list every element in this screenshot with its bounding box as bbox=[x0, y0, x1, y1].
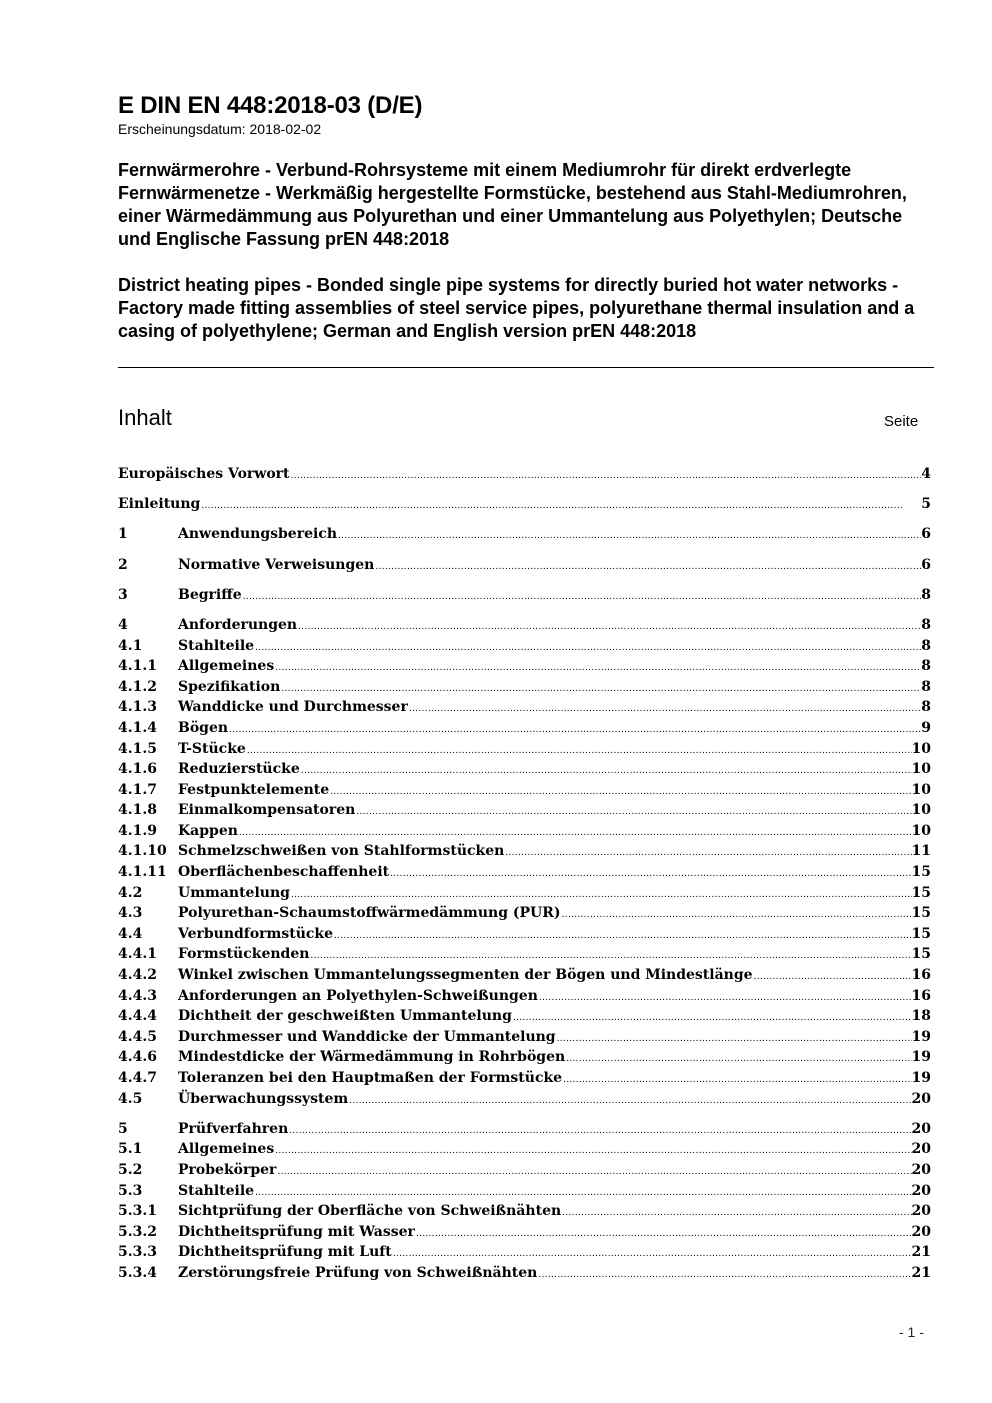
toc-entry-label: Normative Verweisungen bbox=[178, 556, 375, 573]
toc-entry-page: 16 bbox=[911, 987, 931, 1004]
toc-leader-dots bbox=[512, 1008, 912, 1029]
toc-leader-dots bbox=[538, 988, 912, 1009]
toc-entry[interactable] bbox=[118, 1139, 931, 1160]
toc-entry-page: 8 bbox=[921, 637, 931, 654]
toc-entry-page: 20 bbox=[911, 1090, 931, 1107]
toc-entry-number: 4.3 bbox=[118, 905, 143, 922]
toc-entry-page: 15 bbox=[911, 925, 931, 942]
toc-leader-dots bbox=[288, 1121, 911, 1142]
toc-entry-number: 5.1 bbox=[118, 1141, 143, 1158]
toc-leader-dots bbox=[374, 557, 921, 578]
toc-entry-number: 4.1.6 bbox=[118, 761, 157, 778]
toc-leader-dots bbox=[337, 526, 921, 547]
toc-entry-page: 15 bbox=[911, 905, 931, 922]
toc-entry-number: 4.4 bbox=[118, 925, 143, 942]
toc-entry-label: Mindestdicke der Wärmedämmung in Rohrbögen bbox=[178, 1049, 566, 1066]
toc-entry-page: 6 bbox=[921, 526, 931, 543]
toc-leader-dots bbox=[274, 658, 921, 679]
title-german: Fernwärmerohre - Verbund-Rohrsysteme mit einem Mediumrohr für direkt erdverlegte Fernwärmenetze - Werkmäßig hergestellte Formstücke, bestehend aus Stahl-Mediumrohren, einer Wärmedämmung aus Polyurethan und einer Ummantelung aus Polyethylen; Deutsche und Englische Fassung prEN 448:2018 bbox=[118, 160, 907, 249]
toc-entry-label: Prüfverfahren bbox=[178, 1120, 289, 1137]
toc-leader-dots bbox=[274, 1141, 911, 1162]
toc-leader-dots bbox=[242, 587, 922, 608]
toc-leader-dots bbox=[392, 1244, 912, 1265]
toc-entry[interactable] bbox=[118, 1047, 931, 1068]
toc-entry-number: 2 bbox=[118, 556, 128, 573]
toc-entry-number: 5.2 bbox=[118, 1161, 143, 1178]
toc-entry-number: 4.4.7 bbox=[118, 1070, 157, 1086]
toc-entry[interactable] bbox=[118, 841, 931, 862]
toc-entry[interactable] bbox=[118, 1089, 931, 1110]
toc-entry-label: Reduzierstücke bbox=[178, 761, 300, 778]
toc-entry-number: 4.1.3 bbox=[118, 699, 157, 716]
toc-entry-number: 5.3.1 bbox=[118, 1203, 157, 1220]
toc-entry-number: 4.4.4 bbox=[118, 1008, 157, 1025]
toc-leader-dots bbox=[246, 741, 912, 762]
toc-entry[interactable] bbox=[118, 555, 931, 576]
toc-entry-label: Dichtheit der geschweißten Ummantelung bbox=[178, 1008, 512, 1025]
toc-entry[interactable] bbox=[118, 1181, 931, 1202]
toc-leader-dots bbox=[415, 1224, 912, 1245]
title-divider bbox=[118, 367, 934, 368]
toc-entry[interactable] bbox=[118, 759, 931, 780]
toc-entry[interactable] bbox=[118, 718, 931, 739]
toc-leader-dots bbox=[565, 1049, 911, 1070]
toc-entry-page: 8 bbox=[921, 699, 931, 716]
toc-entry[interactable] bbox=[118, 585, 931, 606]
toc-leader-dots bbox=[228, 720, 921, 741]
toc-entry[interactable] bbox=[118, 986, 931, 1007]
toc-entry-page: 15 bbox=[911, 864, 931, 881]
toc-leader-dots bbox=[389, 864, 911, 885]
toc-entry[interactable] bbox=[118, 677, 931, 698]
toc-leader-dots bbox=[280, 679, 921, 700]
toc-entry-label: Wanddicke und Durchmesser bbox=[178, 699, 408, 716]
toc-entry-number: 5.3 bbox=[118, 1182, 143, 1199]
toc-entry[interactable] bbox=[118, 1222, 931, 1243]
toc-entry-number: 3 bbox=[118, 586, 128, 603]
toc-entry-page: 19 bbox=[911, 1028, 931, 1045]
toc-entry[interactable] bbox=[118, 780, 931, 801]
toc-leader-dots bbox=[309, 946, 911, 967]
toc-entry-page: 21 bbox=[911, 1264, 931, 1281]
toc-entry-label: Durchmesser und Wanddicke der Ummantelung bbox=[178, 1028, 556, 1045]
toc-entry-number: 4 bbox=[118, 616, 128, 633]
toc-entry-label: Winkel zwischen Ummantelungssegmenten der Bögen und Mindestlänge bbox=[178, 967, 753, 984]
toc-leader-dots bbox=[561, 1203, 911, 1224]
toc-entry-number: 1 bbox=[118, 526, 128, 543]
toc-entry[interactable] bbox=[118, 615, 931, 636]
toc-entry-label: Festpunktelemente bbox=[178, 781, 330, 798]
toc-heading: Inhalt bbox=[118, 405, 172, 430]
toc-entry-number: 4.4.1 bbox=[118, 946, 157, 963]
toc-leader-dots bbox=[254, 638, 921, 659]
toc-entry[interactable] bbox=[118, 944, 931, 965]
toc-entry-label: Stahlteile bbox=[178, 1182, 255, 1199]
toc-entry-label: Toleranzen bei den Hauptmaßen der Formstücke bbox=[178, 1070, 563, 1086]
toc-entry-page: 20 bbox=[911, 1223, 931, 1240]
toc-entry-label: Allgemeines bbox=[178, 658, 275, 675]
toc-entry-page: 8 bbox=[921, 616, 931, 633]
toc-leader-dots bbox=[562, 1070, 911, 1091]
toc-entry-number: 4.1.7 bbox=[118, 781, 157, 798]
toc-entry-label: Begriffe bbox=[178, 586, 242, 603]
toc-entry-page: 20 bbox=[911, 1161, 931, 1178]
toc-leader-dots bbox=[300, 761, 912, 782]
toc-entry-page: 10 bbox=[911, 802, 931, 819]
toc-entry-number: 4.1.9 bbox=[118, 822, 157, 839]
toc-entry[interactable] bbox=[118, 739, 931, 760]
toc-entry-label: Dichtheitsprüfung mit Luft bbox=[178, 1244, 392, 1261]
toc-entry[interactable] bbox=[118, 636, 931, 657]
toc-entry-label: Einmalkompensatoren bbox=[178, 802, 356, 819]
toc-entry-label: Sichtprüfung der Oberfläche von Schweißnähten bbox=[178, 1203, 562, 1220]
toc-entry-label: Ummantelung bbox=[178, 884, 290, 901]
toc-entry[interactable] bbox=[118, 924, 931, 945]
toc-entry[interactable] bbox=[118, 1263, 931, 1284]
toc-entry-label: Stahlteile bbox=[178, 637, 255, 654]
toc-entry-label: Verbundformstücke bbox=[178, 925, 334, 942]
toc-entry-number: 4.4.5 bbox=[118, 1028, 157, 1045]
toc-entry[interactable] bbox=[118, 862, 931, 883]
toc-entry-label: Zerstörungsfreie Prüfung von Schweißnähten bbox=[178, 1264, 538, 1281]
toc-leader-dots bbox=[200, 496, 921, 517]
toc-leader-dots bbox=[348, 1091, 911, 1112]
toc-entry[interactable] bbox=[118, 1006, 931, 1027]
toc-entry-page: 18 bbox=[911, 1008, 931, 1025]
table-of-contents bbox=[118, 464, 931, 1284]
toc-leader-dots bbox=[254, 1183, 911, 1204]
toc-leader-dots bbox=[753, 967, 912, 988]
toc-entry[interactable] bbox=[118, 494, 931, 515]
toc-leader-dots bbox=[355, 802, 911, 823]
toc-entry[interactable] bbox=[118, 903, 931, 924]
toc-entry[interactable] bbox=[118, 697, 931, 718]
publication-date: Erscheinungsdatum: 2018-02-02 bbox=[118, 121, 322, 137]
toc-entry-page: 11 bbox=[911, 843, 931, 860]
toc-leader-dots bbox=[297, 617, 921, 638]
toc-entry-label: Anforderungen an Polyethylen-Schweißungen bbox=[178, 987, 538, 1004]
toc-entry-number: 4.1.1 bbox=[118, 658, 157, 675]
toc-entry-page: 9 bbox=[921, 719, 931, 736]
toc-entry-label: Überwachungssystem bbox=[178, 1090, 349, 1107]
toc-entry-label: Spezifikation bbox=[178, 678, 281, 695]
toc-entry-label: Allgemeines bbox=[178, 1141, 275, 1158]
toc-entry-page: 15 bbox=[911, 946, 931, 963]
toc-entry-page: 10 bbox=[911, 781, 931, 798]
document-id: E DIN EN 448:2018-03 (D/E) bbox=[118, 92, 423, 119]
toc-entry-number: 5.3.2 bbox=[118, 1223, 157, 1240]
toc-entry-page: 5 bbox=[921, 496, 931, 513]
toc-leader-dots bbox=[333, 926, 912, 947]
toc-entry-number: 4.5 bbox=[118, 1090, 143, 1107]
toc-entry-label: Bögen bbox=[178, 719, 229, 736]
toc-leader-dots bbox=[276, 1162, 911, 1183]
toc-entry-page: 20 bbox=[911, 1182, 931, 1199]
toc-entry-number: 4.1.11 bbox=[118, 864, 167, 881]
page-number: - 1 - bbox=[899, 1324, 924, 1340]
toc-entry[interactable] bbox=[118, 800, 931, 821]
toc-entry[interactable] bbox=[118, 1242, 931, 1263]
toc-leader-dots bbox=[290, 466, 922, 487]
toc-entry-page: 20 bbox=[911, 1141, 931, 1158]
toc-entry-page: 15 bbox=[911, 884, 931, 901]
toc-entry[interactable] bbox=[118, 1201, 931, 1222]
toc-leader-dots bbox=[329, 782, 911, 803]
toc-entry-number: 4.4.3 bbox=[118, 987, 157, 1004]
toc-leader-dots bbox=[556, 1029, 912, 1050]
toc-entry-page: 20 bbox=[911, 1120, 931, 1137]
toc-entry-page: 10 bbox=[911, 822, 931, 839]
toc-entry-label: Dichtheitsprüfung mit Wasser bbox=[178, 1223, 415, 1240]
toc-entry-label: Schmelzschweißen von Stahlformstücken bbox=[178, 843, 505, 860]
toc-entry-label: Europäisches Vorwort bbox=[118, 466, 290, 482]
toc-entry[interactable] bbox=[118, 464, 931, 485]
toc-entry-number: 4.1.10 bbox=[118, 843, 167, 860]
toc-leader-dots bbox=[561, 905, 912, 926]
toc-entry-label: Anforderungen bbox=[178, 616, 298, 633]
toc-entry-number: 4.4.6 bbox=[118, 1049, 157, 1066]
toc-entry-page: 10 bbox=[911, 740, 931, 757]
toc-leader-dots bbox=[290, 885, 912, 906]
toc-entry-page: 6 bbox=[921, 556, 931, 573]
toc-entry-page: 20 bbox=[911, 1203, 931, 1220]
toc-entry-page: 16 bbox=[911, 967, 931, 984]
toc-leader-dots bbox=[537, 1265, 911, 1286]
toc-leader-dots bbox=[238, 823, 912, 844]
toc-entry-label: Oberflächenbeschaffenheit bbox=[178, 864, 390, 881]
toc-entry-page: 8 bbox=[921, 658, 931, 675]
toc-entry[interactable] bbox=[118, 1027, 931, 1048]
toc-entry-number: 4.1 bbox=[118, 637, 143, 654]
toc-entry-label: T-Stücke bbox=[178, 740, 246, 757]
toc-entry[interactable] bbox=[118, 524, 931, 545]
toc-entry-number: 5.3.3 bbox=[118, 1244, 157, 1261]
toc-entry-label: Formstückenden bbox=[178, 946, 310, 963]
toc-entry[interactable] bbox=[118, 1068, 931, 1089]
toc-entry-number: 5 bbox=[118, 1120, 128, 1137]
toc-entry[interactable] bbox=[118, 965, 931, 986]
toc-entry-page: 8 bbox=[921, 678, 931, 695]
toc-entry-number: 4.4.2 bbox=[118, 967, 157, 984]
toc-entry-number: 5.3.4 bbox=[118, 1264, 157, 1281]
toc-entry-label: Kappen bbox=[178, 822, 238, 839]
toc-entry[interactable] bbox=[118, 821, 931, 842]
toc-entry-label: Einleitung bbox=[118, 496, 201, 513]
toc-leader-dots bbox=[504, 843, 911, 864]
toc-entry-page: 10 bbox=[911, 761, 931, 778]
toc-entry[interactable] bbox=[118, 656, 931, 677]
toc-entry-label: Polyurethan-Schaumstoffwärmedämmung (PUR) bbox=[178, 905, 561, 922]
toc-entry[interactable] bbox=[118, 883, 931, 904]
toc-entry-number: 4.1.8 bbox=[118, 802, 157, 819]
toc-entry-page: 8 bbox=[921, 586, 931, 603]
toc-entry-label: Anwendungsbereich bbox=[178, 526, 337, 543]
toc-leader-dots bbox=[408, 699, 921, 720]
toc-entry-page: 19 bbox=[911, 1049, 931, 1066]
toc-entry-number: 4.1.2 bbox=[118, 678, 157, 695]
toc-entry-number: 4.1.5 bbox=[118, 740, 157, 757]
toc-entry[interactable] bbox=[118, 1160, 931, 1181]
toc-entry-label: Probekörper bbox=[178, 1161, 277, 1178]
toc-entry-page: 21 bbox=[911, 1244, 931, 1261]
toc-entry-page: 19 bbox=[911, 1070, 931, 1086]
toc-entry-page: 4 bbox=[921, 466, 931, 482]
title-english: District heating pipes - Bonded single pipe systems for directly buried hot water networks - Factory made fitting assemblies of steel service pipes, polyurethane thermal insulation and a casing of polyethylene; German and English version prEN 448:2018 bbox=[118, 275, 915, 341]
toc-entry-number: 4.1.4 bbox=[118, 719, 157, 736]
toc-page-column-label: Seite bbox=[884, 413, 919, 430]
toc-entry-number: 4.2 bbox=[118, 884, 143, 901]
toc-entry[interactable] bbox=[118, 1119, 931, 1140]
